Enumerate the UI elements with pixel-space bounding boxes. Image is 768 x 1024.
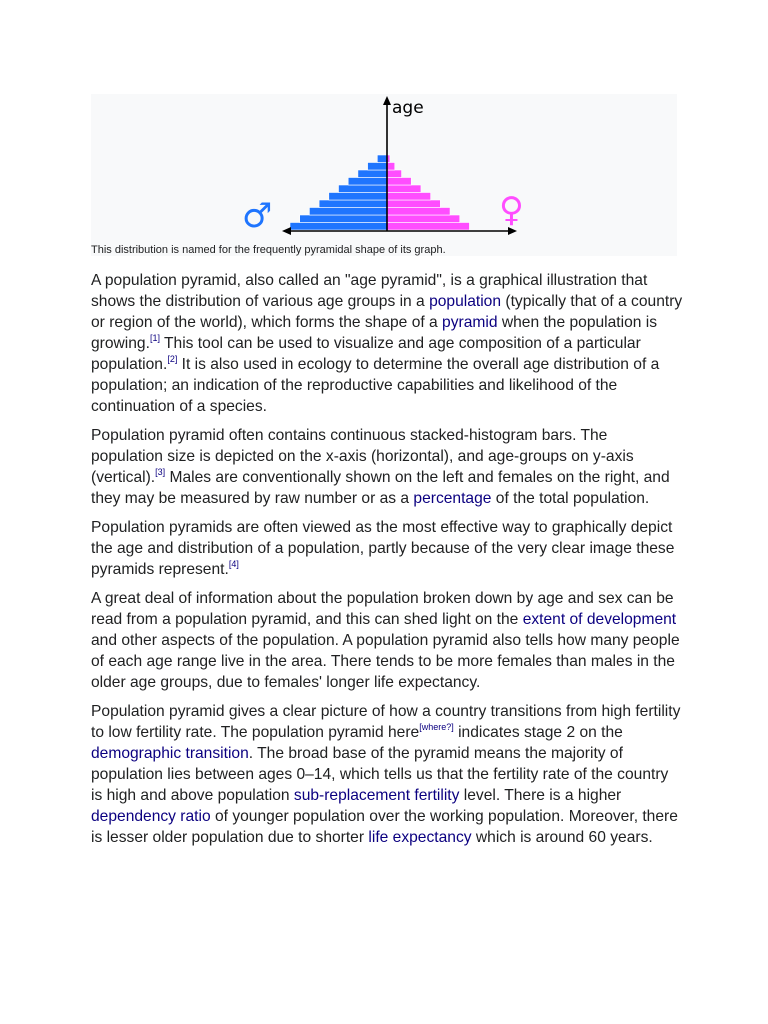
text-run: of younger population over the working population. Moreover, there is lesser older population due to shorter xyxy=(91,808,678,846)
text-run: (typically that of a country or region of the world), which forms the shape of a xyxy=(91,293,683,331)
female-bar-1 xyxy=(387,215,460,223)
link-life-expectancy[interactable]: life expectancy xyxy=(368,829,472,846)
link-dependency-ratio[interactable]: dependency ratio xyxy=(91,808,211,825)
male-bar-6 xyxy=(348,178,387,186)
citation-link-3[interactable]: [3] xyxy=(155,467,166,477)
text-run: Population pyramids are often viewed as the most effective way to graphically depict the age and distribution of a population, partly because of the very clear image these pyramids represent. xyxy=(91,519,675,578)
text-run: of the total population. xyxy=(491,490,650,507)
text-run: This tool can be used to visualize and age composition of a particular population. xyxy=(91,335,641,373)
link-extent-of-development[interactable]: extent of development xyxy=(522,611,677,628)
female-bar-6 xyxy=(387,178,411,186)
citation-link-4[interactable]: [4] xyxy=(228,559,239,569)
female-bar-8 xyxy=(387,163,395,171)
x-axis-arrow-left xyxy=(282,227,291,235)
female-bar-3 xyxy=(387,200,440,208)
male-bar-5 xyxy=(339,185,388,193)
text-run: A great deal of information about the population broken down by age and sex can be read from a population pyramid, and this can shed light on the xyxy=(91,590,674,628)
paragraph-1 xyxy=(91,270,683,417)
article-body xyxy=(91,270,683,856)
male-bar-0 xyxy=(290,223,387,231)
text-run: A population pyramid, also called an "age pyramid", is a graphical illustration that shows the distribution of various age groups in a xyxy=(91,272,648,310)
link-pyramid[interactable]: pyramid xyxy=(442,314,498,331)
male-bar-7 xyxy=(358,170,387,178)
paragraph-5 xyxy=(91,701,683,848)
figure-caption: This distribution is named for the frequently pyramidal shape of its graph. xyxy=(91,244,446,256)
female-bar-7 xyxy=(387,170,402,178)
link-percentage[interactable]: percentage xyxy=(413,490,492,507)
male-bar-4 xyxy=(329,193,387,201)
female-bars xyxy=(387,155,469,230)
male-bar-8 xyxy=(368,163,387,171)
population-pyramid-figure xyxy=(91,94,677,256)
link-sub-replacement-fertility[interactable]: sub-replacement fertility xyxy=(293,787,460,804)
link-demographic-transition[interactable]: demographic transition xyxy=(91,745,249,762)
female-bar-5 xyxy=(387,185,421,193)
text-run: which is around 60 years. xyxy=(471,829,653,846)
text-run: It is also used in ecology to determine the overall age distribution of a population; an indication of the reproductive capabilities and likelihood of the continuation of a species. xyxy=(91,356,660,415)
paragraph-4 xyxy=(91,588,683,693)
male-bars xyxy=(290,155,387,230)
text-run: Population pyramid often contains continuous stacked-histogram bars. The population size is depicted on the x-axis (horizontal), and age-groups on y-axis (vertical). xyxy=(91,427,634,486)
citation-link-where[interactable]: [where?] xyxy=(419,722,454,732)
female-bar-4 xyxy=(387,193,431,201)
population-pyramid-chart xyxy=(91,94,677,244)
y-axis-label: age xyxy=(392,98,424,118)
citation-1 xyxy=(150,333,160,343)
citation-link-2[interactable]: [2] xyxy=(167,354,178,364)
text-run: . The broad base of the pyramid means the majority of population lies between ages 0–14, which tells us that the fertility rate of the country is high and above population xyxy=(91,745,669,804)
citation-link-1[interactable]: [1] xyxy=(149,333,160,343)
y-axis-arrow xyxy=(383,96,391,105)
link-population[interactable]: population xyxy=(429,293,502,310)
paragraph-3 xyxy=(91,517,683,580)
citation-where xyxy=(419,722,454,732)
female-bar-0 xyxy=(387,223,469,231)
male-symbol-icon: ♂ xyxy=(242,196,273,236)
male-bar-2 xyxy=(309,208,387,216)
text-run: Population pyramid gives a clear picture of how a country transitions from high fertility to low fertility rate. The population pyramid here xyxy=(91,703,681,741)
female-bar-2 xyxy=(387,208,450,216)
text-run: indicates stage 2 on the xyxy=(453,724,623,741)
female-symbol-icon: ♀ xyxy=(499,190,524,230)
text-run: and other aspects of the population. A population pyramid also tells how many people of each age range live in the area. There tends to be more females than males in the older age groups, due to females' longer life expectancy. xyxy=(91,632,680,691)
citation-3 xyxy=(155,467,165,477)
text-run: Males are conventionally shown on the left and females on the right, and they may be measured by raw number or as a xyxy=(91,469,670,507)
text-run: when the population is growing. xyxy=(91,314,658,352)
text-run: level. There is a higher xyxy=(459,787,622,804)
paragraph-2 xyxy=(91,425,683,509)
male-bar-9 xyxy=(377,155,387,163)
male-bar-3 xyxy=(319,200,387,208)
male-bar-1 xyxy=(300,215,387,223)
citation-4 xyxy=(229,559,239,569)
citation-2 xyxy=(167,354,177,364)
